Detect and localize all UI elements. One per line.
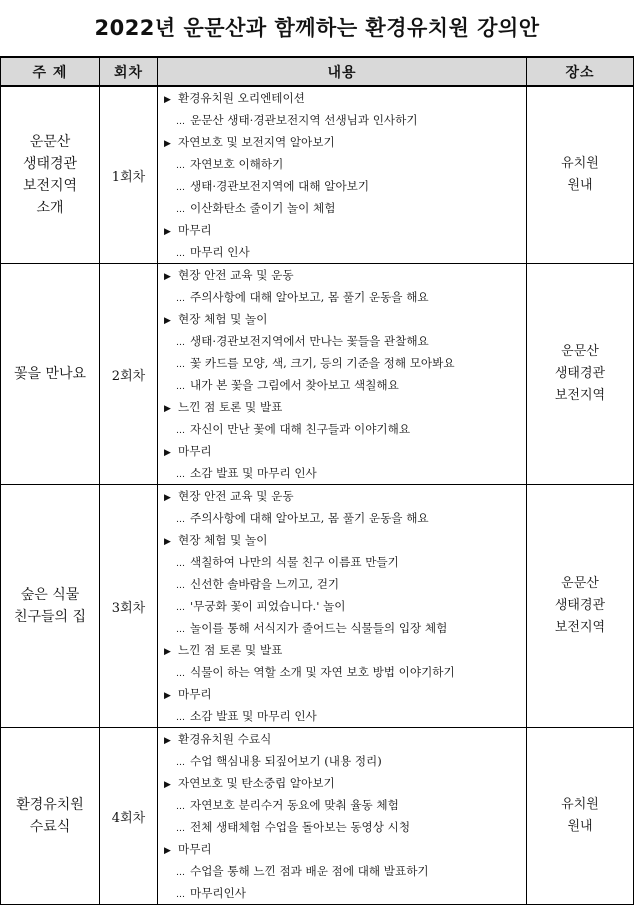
content-text: 소감 발표 및 마무리 인사 (190, 709, 317, 723)
triangle-bullet-icon: ▶ (164, 647, 171, 657)
content-text: 소감 발표 및 마무리 인사 (190, 466, 317, 480)
triangle-bullet-icon: ▶ (164, 139, 171, 149)
ellipsis-bullet-icon: … (176, 205, 185, 215)
table-body (1, 86, 634, 905)
content-text: 주의사항에 대해 알아보고, 몸 풀기 운동을 해요 (190, 511, 429, 525)
content-heading (162, 87, 524, 109)
content-item (162, 705, 524, 727)
session-cell: 2회차 (100, 264, 158, 485)
content-text: 자신이 만난 꽃에 대해 친구들과 이야기해요 (190, 422, 411, 436)
content-item (162, 617, 524, 639)
ellipsis-bullet-icon: … (176, 249, 185, 259)
topic-cell: 숲은 식물 친구들의 집 (1, 485, 100, 728)
content-heading (162, 772, 524, 794)
place-cell: 유치원 원내 (527, 86, 634, 264)
content-cell (158, 728, 527, 905)
content-text: 환경유치원 수료식 (178, 732, 272, 746)
content-text: 수업 핵심내용 되짚어보기 (내용 정리) (190, 754, 382, 768)
content-item (162, 330, 524, 352)
content-item (162, 241, 524, 263)
content-heading (162, 639, 524, 661)
table-row (1, 86, 634, 264)
ellipsis-bullet-icon: … (176, 470, 185, 480)
topic-cell: 꽃을 만나요 (1, 264, 100, 485)
content-text: 마무리 인사 (190, 245, 250, 259)
content-cell (158, 485, 527, 728)
content-cell (158, 264, 527, 485)
content-heading (162, 396, 524, 418)
triangle-bullet-icon: ▶ (164, 404, 171, 414)
content-text: 마무리 (178, 223, 212, 237)
triangle-bullet-icon: ▶ (164, 448, 171, 458)
triangle-bullet-icon: ▶ (164, 691, 171, 701)
content-text: 마무리인사 (190, 886, 246, 900)
triangle-bullet-icon: ▶ (164, 227, 171, 237)
triangle-bullet-icon: ▶ (164, 493, 171, 503)
session-cell: 4회차 (100, 728, 158, 905)
content-heading (162, 219, 524, 241)
content-text: 환경유치원 오리엔테이션 (178, 91, 305, 105)
content-text: 꽃 카드를 모양, 색, 크기, 등의 기준을 정해 모아봐요 (190, 356, 455, 370)
content-text: 현장 체험 및 놀이 (178, 312, 268, 326)
content-item (162, 860, 524, 882)
content-text: 운문산 생태·경관보전지역 선생님과 인사하기 (190, 113, 418, 127)
content-text: 자연보호 및 보전지역 알아보기 (178, 135, 335, 149)
content-item (162, 153, 524, 175)
ellipsis-bullet-icon: … (176, 515, 185, 525)
content-text: 주의사항에 대해 알아보고, 몸 풀기 운동을 해요 (190, 290, 429, 304)
content-item (162, 882, 524, 904)
table-row (1, 728, 634, 905)
ellipsis-bullet-icon: … (176, 360, 185, 370)
header-place: 장소 (527, 57, 634, 86)
content-item (162, 352, 524, 374)
content-item (162, 573, 524, 595)
topic-cell: 환경유치원 수료식 (1, 728, 100, 905)
content-text: 마무리 (178, 444, 212, 458)
content-text: 색칠하여 나만의 식물 친구 이름표 만들기 (190, 555, 399, 569)
content-item (162, 750, 524, 772)
ellipsis-bullet-icon: … (176, 382, 185, 392)
content-text: 자연보호 및 탄소중립 알아보기 (178, 776, 335, 790)
place-cell: 운문산 생태경관 보전지역 (527, 264, 634, 485)
content-text: 놀이를 통해 서식지가 줄어드는 식물들의 입장 체험 (190, 621, 448, 635)
session-cell: 1회차 (100, 86, 158, 264)
content-text: 신선한 솔바람을 느끼고, 걷기 (190, 577, 340, 591)
content-heading (162, 131, 524, 153)
content-item (162, 661, 524, 683)
ellipsis-bullet-icon: … (176, 603, 185, 613)
content-cell (158, 86, 527, 264)
triangle-bullet-icon: ▶ (164, 316, 171, 326)
lecture-plan-table (0, 56, 634, 905)
ellipsis-bullet-icon: … (176, 183, 185, 193)
content-item (162, 374, 524, 396)
content-text: 생태·경관보전지역에서 만나는 꽃들을 관찰해요 (190, 334, 429, 348)
ellipsis-bullet-icon: … (176, 802, 185, 812)
content-text: 수업을 통해 느낀 점과 배운 점에 대해 발표하기 (190, 864, 429, 878)
content-text: '무궁화 꽃이 피었습니다.' 놀이 (190, 599, 346, 613)
content-item (162, 418, 524, 440)
content-heading (162, 485, 524, 507)
content-text: 느낀 점 토론 및 발표 (178, 643, 283, 657)
content-item (162, 462, 524, 484)
content-heading (162, 264, 524, 286)
header-topic: 주 제 (1, 57, 100, 86)
ellipsis-bullet-icon: … (176, 868, 185, 878)
content-heading (162, 728, 524, 750)
content-text: 생태·경관보전지역에 대해 알아보기 (190, 179, 370, 193)
ellipsis-bullet-icon: … (176, 713, 185, 723)
ellipsis-bullet-icon: … (176, 559, 185, 569)
content-text: 전체 생태체험 수업을 돌아보는 동영상 시청 (190, 820, 411, 834)
ellipsis-bullet-icon: … (176, 824, 185, 834)
triangle-bullet-icon: ▶ (164, 736, 171, 746)
session-cell: 3회차 (100, 485, 158, 728)
table-header-row (1, 57, 634, 86)
header-session: 회차 (100, 57, 158, 86)
content-item (162, 175, 524, 197)
triangle-bullet-icon: ▶ (164, 846, 171, 856)
triangle-bullet-icon: ▶ (164, 537, 171, 547)
ellipsis-bullet-icon: … (176, 758, 185, 768)
ellipsis-bullet-icon: … (176, 426, 185, 436)
place-cell: 운문산 생태경관 보전지역 (527, 485, 634, 728)
header-content: 내용 (158, 57, 527, 86)
triangle-bullet-icon: ▶ (164, 272, 171, 282)
content-text: 자연보호 분리수거 동요에 맞춰 율동 체험 (190, 798, 399, 812)
content-heading (162, 683, 524, 705)
ellipsis-bullet-icon: … (176, 294, 185, 304)
place-cell: 유치원 원내 (527, 728, 634, 905)
content-text: 현장 안전 교육 및 운동 (178, 489, 294, 503)
content-heading (162, 529, 524, 551)
ellipsis-bullet-icon: … (176, 117, 185, 127)
content-item (162, 816, 524, 838)
content-heading (162, 308, 524, 330)
content-text: 내가 본 꽃을 그림에서 찾아보고 색칠해요 (190, 378, 399, 392)
content-text: 자연보호 이해하기 (190, 157, 284, 171)
content-text: 이산화탄소 줄이기 놀이 체험 (190, 201, 336, 215)
triangle-bullet-icon: ▶ (164, 780, 171, 790)
ellipsis-bullet-icon: … (176, 890, 185, 900)
document-title: 2022년 운문산과 함께하는 환경유치원 강의안 (94, 16, 540, 40)
ellipsis-bullet-icon: … (176, 625, 185, 635)
content-item (162, 507, 524, 529)
content-heading (162, 440, 524, 462)
content-item (162, 109, 524, 131)
content-text: 마무리 (178, 842, 212, 856)
content-text: 현장 안전 교육 및 운동 (178, 268, 294, 282)
table-row (1, 264, 634, 485)
content-text: 현장 체험 및 놀이 (178, 533, 268, 547)
ellipsis-bullet-icon: … (176, 161, 185, 171)
ellipsis-bullet-icon: … (176, 338, 185, 348)
content-item (162, 551, 524, 573)
content-item (162, 286, 524, 308)
content-item (162, 794, 524, 816)
table-row (1, 485, 634, 728)
content-heading (162, 838, 524, 860)
content-item (162, 197, 524, 219)
content-item (162, 595, 524, 617)
content-text: 식물이 하는 역할 소개 및 자연 보호 방법 이야기하기 (190, 665, 455, 679)
content-text: 느낀 점 토론 및 발표 (178, 400, 283, 414)
ellipsis-bullet-icon: … (176, 669, 185, 679)
triangle-bullet-icon: ▶ (164, 95, 171, 105)
ellipsis-bullet-icon: … (176, 581, 185, 591)
topic-cell: 운문산 생태경관 보전지역 소개 (1, 86, 100, 264)
content-text: 마무리 (178, 687, 212, 701)
